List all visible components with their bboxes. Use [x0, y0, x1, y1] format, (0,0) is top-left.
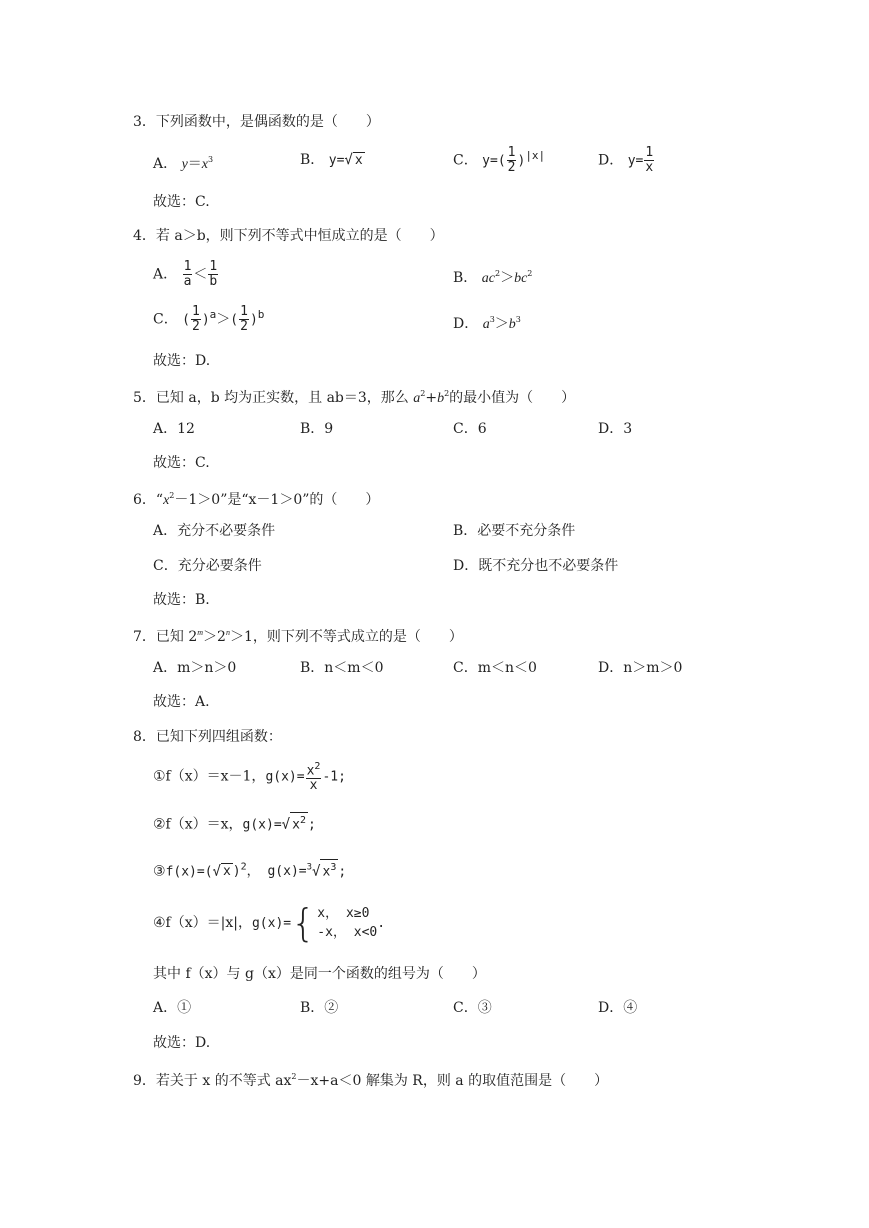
q5-option-a: A．12 [153, 421, 195, 437]
q8-option-b: B．② [300, 1000, 339, 1016]
q8-group-2: ②f（x）＝x，g(x)=√ $x^2$ ; [153, 812, 316, 835]
q7-option-a: A．m＞n＞0 [153, 660, 237, 676]
q6-option-a: A．充分不必要条件 [153, 523, 276, 539]
q8-group-1: ①f（x）＝x－1，g(x)= $\frac{x^2}{x}$ -1; [153, 761, 346, 794]
q4-option-d: D． $a^3>b^3$ [453, 315, 521, 332]
q4-answer: 故选：D. [153, 353, 211, 369]
q8-question: 其中 f（x）与 g（x）是同一个函数的组号为（ ） [153, 966, 486, 982]
q7-option-b: B．n＜m＜0 [300, 660, 384, 676]
q5-option-b: B．9 [300, 421, 334, 437]
q7-answer: 故选：A. [153, 694, 210, 710]
question-7-stem: 7．已知 $2^m>2^n>1$，则下列不等式成立的是（ ） [133, 628, 463, 645]
q5-option-d: D．3 [598, 421, 633, 437]
q8-answer: 故选：D. [153, 1035, 211, 1051]
q4-option-a: A． $\frac{1}{a}$ ＜ $\frac{1}{b}$ [153, 259, 218, 289]
q7-option-c: C．m＜n＜0 [453, 660, 537, 676]
q6-option-c: C．充分必要条件 [153, 558, 262, 574]
q3-answer: 故选：C. [153, 194, 210, 210]
q8-group-4: ④f（x）＝|x|，g(x)= { x， x≥0 -x， x<0 . [153, 901, 386, 945]
question-4-stem: 4．若 a＞b，则下列不等式中恒成立的是（ ） [133, 228, 444, 244]
q8-group-3: ③f(x)=(√ x )$^2$， g(x)=$^3$√ $x^3$ ; [153, 858, 346, 882]
q6-answer: 故选：B. [153, 592, 210, 608]
q8-option-a: A．① [153, 1000, 192, 1016]
q3-option-d: D． y= $\frac{1}{x}$ [598, 145, 654, 175]
q5-answer: 故选：C. [153, 455, 210, 471]
q3-option-a: A． $y=x^3$ [153, 155, 214, 172]
question-8-stem: 8．已知下列四组函数： [133, 729, 282, 745]
question-5-stem: 5．已知 a，b 均为正实数，且 ab＝3，那么 $a^2+b^2$的最小值为（ ） [133, 389, 576, 406]
q8-option-d: D．④ [598, 1000, 638, 1016]
q8-option-c: C．③ [453, 1000, 492, 1016]
question-9-stem: 9．若关于 x 的不等式 $ax^2-x+a<0$ 解集为 R，则 a 的取值范围是（ ） [133, 1072, 609, 1089]
q4-option-b: B． $ac^2>bc^2$ [453, 269, 533, 286]
q6-option-d: D．既不充分也不必要条件 [453, 558, 619, 574]
q5-option-c: C．6 [453, 421, 487, 437]
q3-option-b: B． y=√ x [300, 152, 363, 168]
q4-option-c: C． ( $\frac{1}{2}$ )$^a$＞( $\frac{1}{2}$ )$^b$ [153, 304, 265, 335]
q6-option-b: B．必要不充分条件 [453, 523, 576, 539]
q3-option-c: C． y=( $\frac{1}{2}$ )$^{|x|}$ [453, 145, 546, 176]
q7-option-d: D．n＞m＞0 [598, 660, 683, 676]
question-3-stem: 3．下列函数中，是偶函数的是（ ） [133, 114, 380, 130]
question-6-stem: 6．“$x^2-1>0$”是“x－1＞0”的（ ） [133, 491, 380, 508]
